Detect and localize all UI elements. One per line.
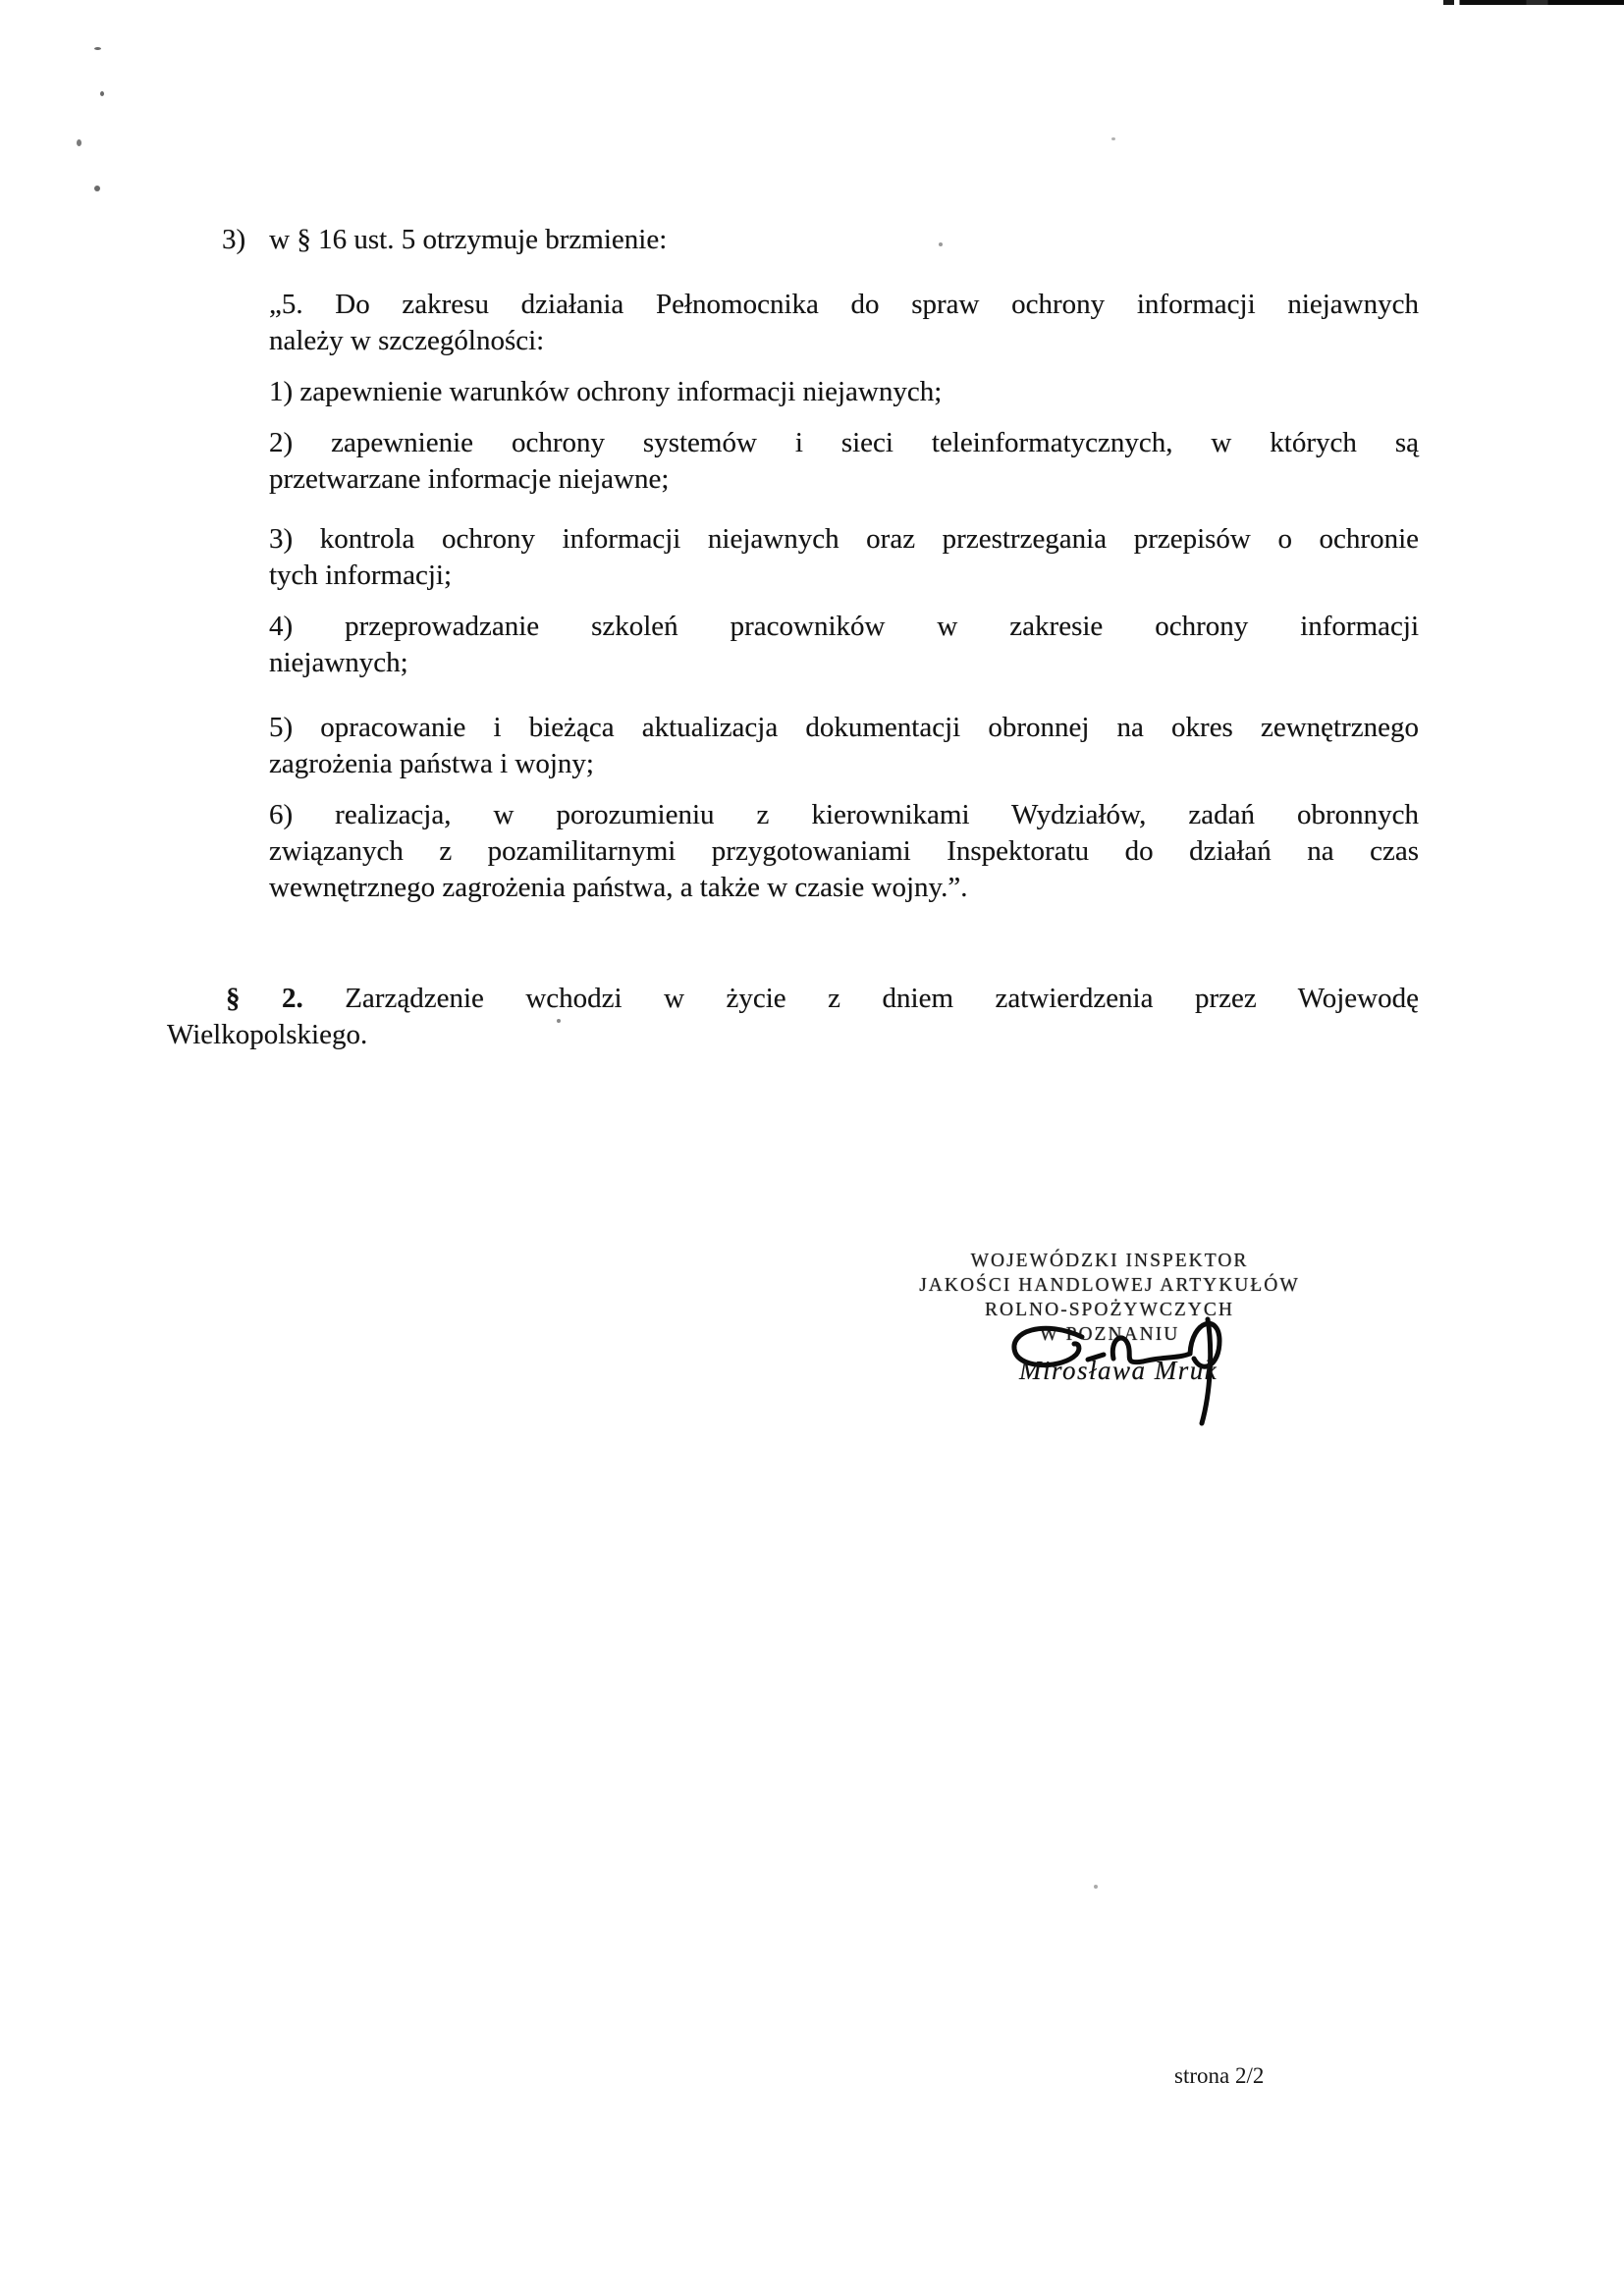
stamp-line: WOJEWÓDZKI INSPEKTOR bbox=[970, 1251, 1249, 1271]
list-item-line: 3) kontrola ochrony informacji niejawnych oraz przestrzegania przepisów o ochronie bbox=[269, 523, 1419, 555]
paragraph-2-line: Wielkopolskiego. bbox=[167, 1019, 368, 1050]
scan-speck bbox=[94, 47, 101, 50]
amendment-point-number: 3) bbox=[222, 224, 246, 255]
page-number: strona 2/2 bbox=[1174, 2063, 1265, 2088]
stamp-line: ROLNO-SPOŻYWCZYCH bbox=[985, 1300, 1234, 1320]
paragraph-2-symbol: § 2. bbox=[226, 983, 303, 1014]
scan-speck bbox=[939, 242, 943, 246]
stamp-line: W POZNANIU bbox=[1039, 1324, 1180, 1345]
scan-speck bbox=[1094, 1885, 1098, 1889]
list-item-line: związanych z pozamilitarnymi przygotowaniami Inspektoratu do działań na czas bbox=[269, 835, 1419, 867]
list-item-2 bbox=[269, 425, 1419, 498]
scan-speck bbox=[94, 186, 100, 191]
scan-edge-artifact bbox=[1443, 0, 1624, 5]
paragraph-2-line bbox=[167, 981, 1419, 1017]
list-item-6 bbox=[269, 797, 1419, 906]
paragraph-2 bbox=[167, 981, 1419, 1053]
scan-speck bbox=[100, 91, 104, 96]
list-item-line: 2) zapewnienie ochrony systemów i sieci teleinformatycznych, w których są bbox=[269, 427, 1419, 458]
list-item-line: niejawnych; bbox=[269, 647, 408, 678]
stamp-line: JAKOŚCI HANDLOWEJ ARTYKUŁÓW bbox=[919, 1275, 1300, 1296]
quote-intro-line: „5. Do zakresu działania Pełnomocnika do spraw ochrony informacji niejawnych bbox=[269, 289, 1419, 320]
list-item-5 bbox=[269, 710, 1419, 782]
list-item-3 bbox=[269, 521, 1419, 594]
list-item-line: wewnętrznego zagrożenia państwa, a także w czasie wojny.”. bbox=[269, 872, 968, 903]
list-item-line: przetwarzane informacje niejawne; bbox=[269, 463, 670, 495]
paragraph-2-text: Zarządzenie wchodzi w życie z dniem zatwierdzenia przez Wojewodę bbox=[345, 983, 1419, 1014]
amendment-point-text: w § 16 ust. 5 otrzymuje brzmienie: bbox=[269, 224, 668, 255]
quoted-provision-intro bbox=[269, 287, 1419, 359]
list-item-line: tych informacji; bbox=[269, 560, 453, 591]
list-item-line: 4) przeprowadzanie szkoleń pracowników w zakresie ochrony informacji bbox=[269, 611, 1419, 642]
list-item-line: 5) opracowanie i bieżąca aktualizacja dokumentacji obronnej na okres zewnętrznego bbox=[269, 712, 1419, 743]
list-item-1 bbox=[269, 374, 1419, 410]
quote-intro-line: należy w szczególności: bbox=[269, 325, 545, 356]
scan-speck bbox=[77, 139, 81, 146]
list-item-4 bbox=[269, 609, 1419, 681]
amendment-point-heading bbox=[222, 222, 667, 258]
list-item-line: 6) realizacja, w porozumieniu z kierownikami Wydziałów, zadań obronnych bbox=[269, 799, 1419, 830]
signer-name: Mirosława Mruk bbox=[1019, 1356, 1218, 1385]
list-item-line: zagrożenia państwa i wojny; bbox=[269, 748, 594, 779]
list-item-line: 1) zapewnienie warunków ochrony informacji niejawnych; bbox=[269, 376, 943, 407]
scan-speck bbox=[1111, 137, 1115, 140]
